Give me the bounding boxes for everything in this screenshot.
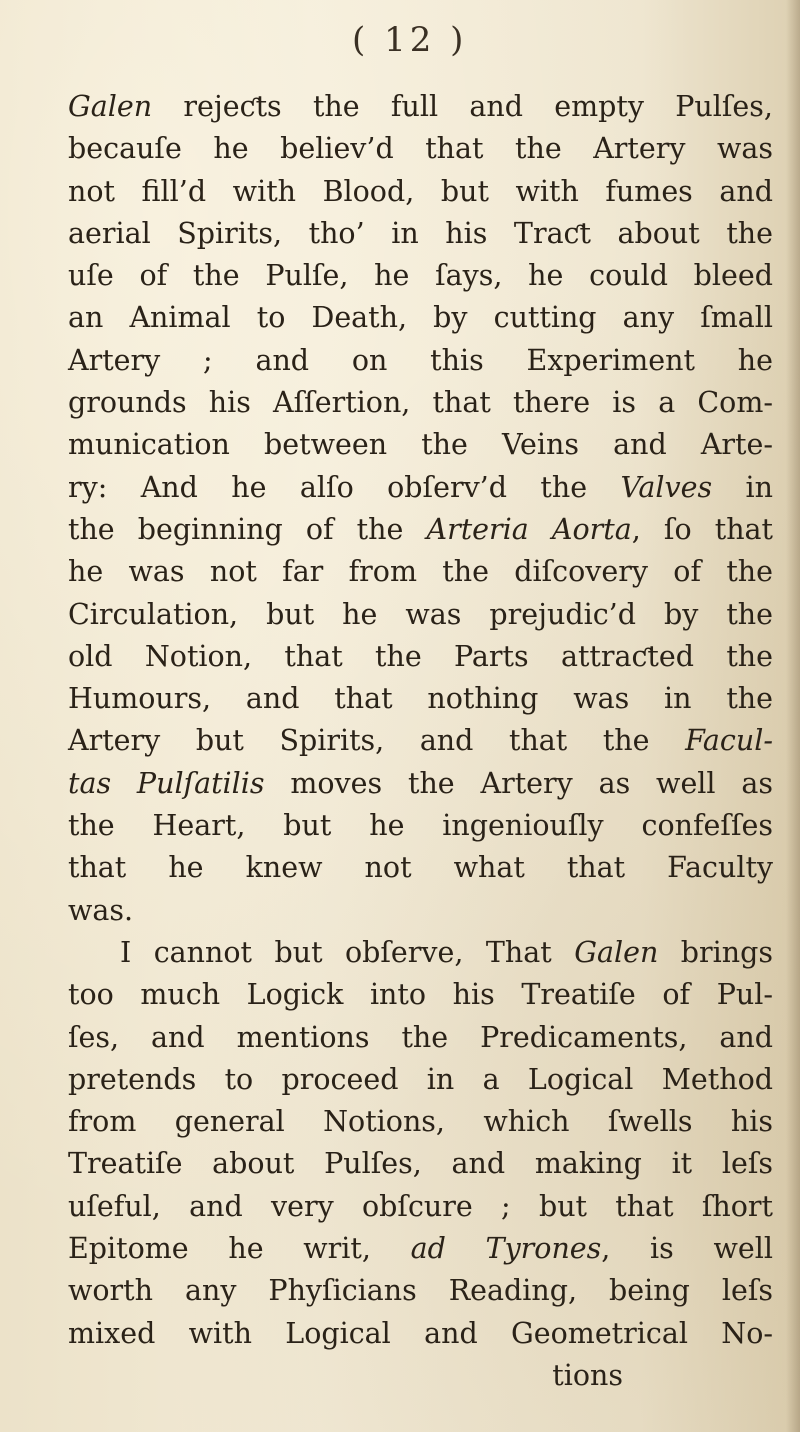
text-line xyxy=(68,1186,773,1228)
text-span: pretends to proceed in a Logical Method xyxy=(68,1062,773,1096)
text-span: grounds his Aſſertion, that there is a Com- xyxy=(68,386,773,420)
text-span: Epitome he writ, xyxy=(68,1232,411,1266)
text-span: munication between the Veins and Arte- xyxy=(68,428,773,462)
text-span: old Notion, that the Parts attraƈted the xyxy=(68,639,773,673)
text-line xyxy=(68,890,773,932)
text-line xyxy=(68,594,773,636)
text-line xyxy=(68,424,773,466)
italic-text: Arteria Aorta xyxy=(426,512,632,546)
text-span: Treatiſe about Pulſes, and making it leſs xyxy=(68,1147,773,1181)
text-line xyxy=(68,86,773,128)
text-span: Humours, and that nothing was in the xyxy=(68,682,773,716)
text-line xyxy=(68,678,773,720)
text-span: ry: And he alſo obſerv’d the xyxy=(68,470,621,504)
text-span: he was not far from the diſcovery of the xyxy=(68,555,773,589)
text-span: from general Notions, which ſwells his xyxy=(68,1105,773,1139)
text-line xyxy=(68,720,773,762)
text-span: was. xyxy=(68,893,134,927)
text-span: , ſo that xyxy=(631,512,773,546)
text-line xyxy=(68,128,773,170)
text-span: tions xyxy=(552,1358,623,1392)
text-span: becauſe he believ’d that the Artery was xyxy=(68,132,773,166)
text-span: ſes, and mentions the Predicaments, and xyxy=(68,1020,773,1054)
text-line xyxy=(68,551,773,593)
text-span: Artery ; and on this Experiment he xyxy=(68,343,773,377)
text-span: mixed with Logical and Geometrical No- xyxy=(68,1316,773,1350)
page-number: ( 12 ) xyxy=(352,20,468,60)
text-line xyxy=(68,1228,773,1270)
text-line xyxy=(68,1313,773,1355)
text-span: that he knew not what that Faculty xyxy=(68,851,773,885)
text-line xyxy=(68,763,773,805)
text-span: worth any Phyſicians Reading, being leſs xyxy=(68,1274,773,1308)
text-span: uſeful, and very obſcure ; but that ſhort xyxy=(68,1189,773,1223)
text-line xyxy=(68,932,773,974)
body-text xyxy=(68,86,773,1397)
page-edge-shadow xyxy=(786,0,800,1432)
text-span: uſe of the Pulſe, he ſays, he could bleed xyxy=(68,259,773,293)
italic-text: Valves xyxy=(620,470,713,504)
text-span: I cannot but obſerve, That xyxy=(120,935,575,969)
text-line xyxy=(68,1355,773,1397)
text-span: Circulation, but he was prejudic’d by the xyxy=(68,597,773,631)
text-span: the Heart, but he ingeniouſly confeſſes xyxy=(68,809,773,843)
text-line xyxy=(68,1101,773,1143)
text-line xyxy=(68,1017,773,1059)
text-line xyxy=(68,297,773,339)
text-span: rejeƈts the full and empty Pulſes, xyxy=(152,90,773,123)
italic-text: Galen xyxy=(68,90,153,123)
text-line xyxy=(68,467,773,509)
text-span: an Animal to Death, by cutting any ſmall xyxy=(68,301,773,335)
text-line xyxy=(68,171,773,213)
text-line xyxy=(68,213,773,255)
text-line xyxy=(68,509,773,551)
text-line xyxy=(68,636,773,678)
text-line xyxy=(68,847,773,889)
text-line xyxy=(68,1143,773,1185)
italic-text: tas Pulſatilis xyxy=(68,766,265,800)
text-line xyxy=(68,1059,773,1101)
text-line xyxy=(68,340,773,382)
text-span: in xyxy=(712,470,773,504)
text-line xyxy=(68,255,773,297)
text-span: not fill’d with Blood, but with fumes and xyxy=(68,174,773,208)
text-span: aerial Spirits, tho’ in his Traƈt about the xyxy=(68,216,773,250)
italic-text: ad Tyrones xyxy=(410,1232,602,1266)
text-span: brings xyxy=(658,935,773,969)
text-span: too much Logick into his Treatiſe of Pul- xyxy=(68,978,773,1012)
text-span: the beginning of the xyxy=(68,512,427,546)
text-line xyxy=(68,974,773,1016)
text-line xyxy=(68,382,773,424)
text-span: , is well xyxy=(601,1232,773,1266)
text-span: Artery but Spirits, and that the xyxy=(68,724,686,758)
text-span: moves the Artery as well as xyxy=(264,766,773,800)
text-line xyxy=(68,805,773,847)
italic-text: Facul- xyxy=(685,724,773,758)
italic-text: Galen xyxy=(574,935,659,969)
text-line xyxy=(68,1270,773,1312)
